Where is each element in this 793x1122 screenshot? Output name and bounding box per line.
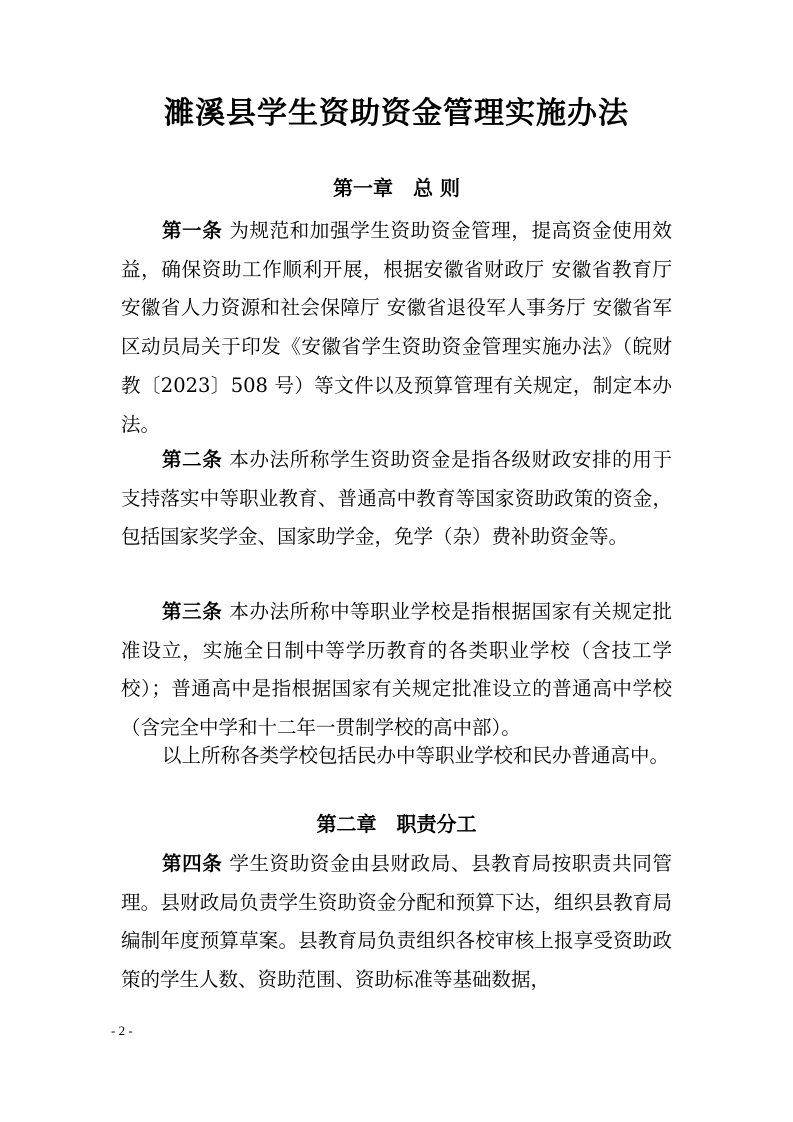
document-title: 濉溪县学生资助资金管理实施办法 <box>164 96 629 131</box>
article-paragraph <box>121 845 672 1000</box>
article-text: 本办法所称中等职业学校是指根据国家有关规定批准设立，实施全日制中等学历教育的各类职业学校（含技工学校）；普通高中是指根据国家有关规定批准设立的普通高中学校（含完全中学和十二年一贯制学校的高中部）。 <box>121 600 672 740</box>
article-paragraph <box>121 593 672 748</box>
page-number: - 2 - <box>111 1023 133 1038</box>
article-paragraph <box>121 441 672 557</box>
article-paragraph <box>121 212 672 444</box>
chapter-heading-2: 第二章 职责分工 <box>316 812 477 836</box>
article-text: 学生资助资金由县财政局、县教育局按职责共同管理。县财政局负责学生资助资金分配和预算下达，组织县教育局编制年度预算草案。县教育局负责组织各校审核上报享受资助政策的学生人数、资助范围、资助标准等基础数据， <box>121 852 672 992</box>
article-label: 第三条 <box>162 600 223 623</box>
article-text: 为规范和加强学生资助资金管理，提高资金使用效益，确保资助工作顺利开展，根据安徽省财政厅 安徽省教育厅 安徽省人力资源和社会保障厅 安徽省退役军人事务厅 安徽省军区动员局关于印发《安徽省学生资助资金管理实施办法》（皖财教〔2023〕508 号）等文件以及预算管理有关规定，制定本办法。 <box>121 219 672 436</box>
paragraph-text: 以上所称各类学校包括民办中等职业学校和民办普通高中。 <box>162 744 670 767</box>
article-text: 本办法所称学生资助资金是指各级财政安排的用于支持落实中等职业教育、普通高中教育等国家资助政策的资金，包括国家奖学金、国家助学金，免学（杂）费补助资金等。 <box>121 448 672 549</box>
chapter-heading-1: 第一章 总 则 <box>333 176 460 200</box>
article-label: 第四条 <box>162 852 223 875</box>
article-label: 第二条 <box>162 448 223 471</box>
body-paragraph <box>121 737 672 776</box>
article-label: 第一条 <box>162 219 223 242</box>
